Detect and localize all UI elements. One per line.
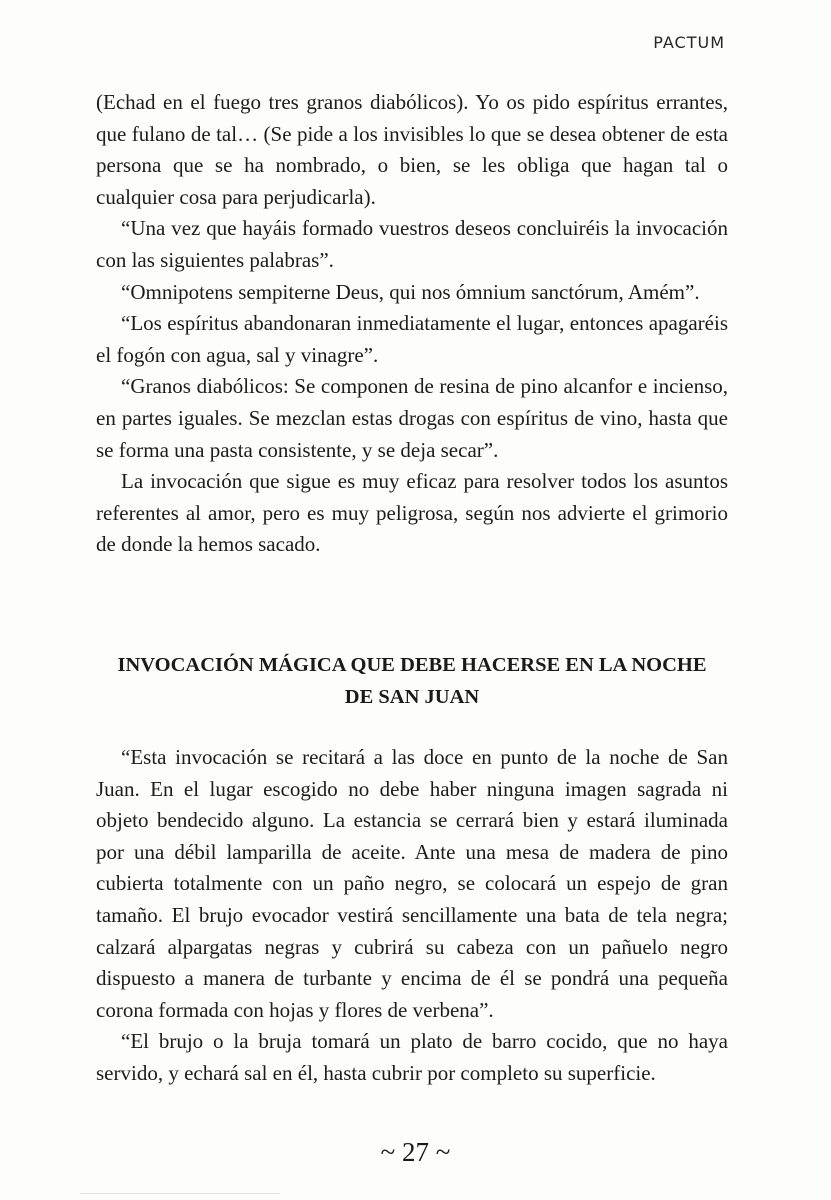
paragraph: (Echad en el fuego tres granos diabólicos). Yo os pido espíritus errantes, que fulano de tal… (Se pide a los invisibles lo que se desea obtener de esta persona que se ha nombrado, o bien, se les obliga que hagan tal o cualquier cosa para perjudicarla). — [96, 90, 728, 209]
section-heading-line: DE SAN JUAN — [344, 686, 480, 708]
running-head: PACTUM — [653, 33, 725, 52]
paragraph: “El brujo o la bruja tomará un plato de barro cocido, que no haya servido, y echará sal en él, hasta cubrir por completo su superficie. — [96, 1029, 728, 1085]
paragraph: “Los espíritus abandonaran inmediatamente el lugar, entonces apagaréis el fogón con agua, sal y vinagre”. — [96, 311, 728, 367]
section-heading-line: INVOCACIÓN MÁGICA QUE DEBE HACERSE EN LA NOCHE — [117, 654, 707, 676]
paragraph: “Una vez que hayáis formado vuestros deseos concluiréis la invocación con las siguientes palabras”. — [96, 216, 728, 272]
paragraph: “Granos diabólicos: Se componen de resina de pino alcanfor e incienso, en partes iguales. Se mezclan estas drogas con espíritus de vino, hasta que se forma una pasta consistente, y se deja secar”. — [96, 374, 728, 462]
paragraph: La invocación que sigue es muy eficaz para resolver todos los asuntos referentes al amor, pero es muy peligrosa, según nos advierte el grimorio de donde la hemos sacado. — [96, 469, 728, 557]
text-block-after-heading — [96, 742, 728, 1090]
paragraph: “Esta invocación se recitará a las doce en punto de la noche de San Juan. En el lugar escogido no debe haber ninguna imagen sagrada ni objeto bendecido alguno. La estancia se cerrará bien y estará iluminada por una débil lamparilla de aceite. Ante una mesa de madera de pino cubierta totalmente con un paño negro, se colocará un espejo de gran tamaño. El brujo evocador vestirá sencillamente una bata de tela negra; calzará alpargatas negras y cubrirá su cabeza con un pañuelo negro dispuesto a manera de turbante y encima de él se pondrá una pequeña corona formada con hojas y flores de verbena”. — [96, 745, 728, 1022]
page-number: ~ 27 ~ — [380, 1137, 451, 1167]
paragraph: “Omnipotens sempiterne Deus, qui nos ómnium sanctórum, Amém”. — [121, 279, 700, 304]
section-heading — [96, 649, 728, 713]
text-block-before-heading — [96, 87, 728, 561]
page-edge-divider — [80, 1193, 280, 1194]
